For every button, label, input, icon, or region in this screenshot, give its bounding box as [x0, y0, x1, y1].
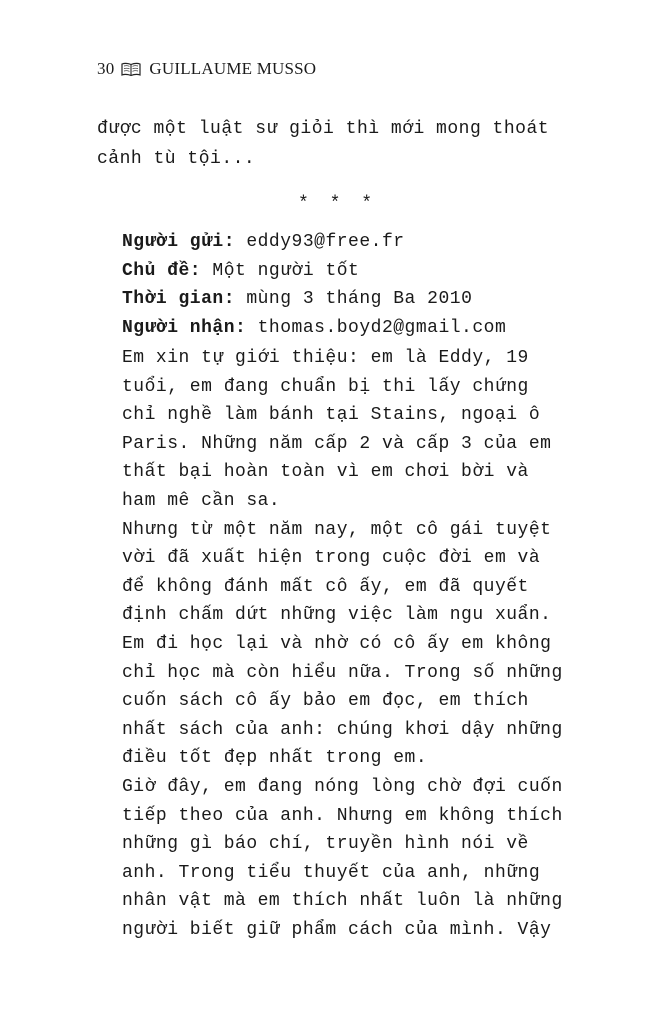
text-line: ham mê cần sa. — [122, 490, 281, 511]
section-separator: * * * — [298, 194, 378, 214]
text-line: Giờ đây, em đang nóng lòng chờ đợi cuốn — [122, 776, 563, 797]
email-date — [122, 285, 472, 314]
email-subject-value: Một người tốt — [201, 260, 360, 281]
email-to-value: thomas.boyd2@gmail.com — [246, 317, 507, 338]
text-line: điều tốt đẹp nhất trong em. — [122, 748, 428, 769]
email-date-label: Thời gian: — [122, 289, 236, 309]
author-name: GUILLAUME MUSSO — [149, 59, 317, 78]
running-head — [97, 59, 316, 79]
text-line: cuốn sách cô ấy bảo em đọc, em thích — [122, 691, 529, 712]
text-line: Nhưng từ một năm nay, một cô gái tuyệt — [122, 519, 552, 540]
text-line: thất bại hoàn toàn vì em chơi bời và — [122, 462, 529, 483]
text-line: anh. Trong tiểu thuyết của anh, những — [122, 862, 541, 883]
intro-paragraph — [97, 114, 549, 174]
email-to-label: Người nhận: — [122, 317, 247, 338]
email-from-value: eddy93@free.fr — [235, 232, 405, 252]
text-line: tuổi, em đang chuẩn bị thi lấy chứng — [122, 376, 529, 397]
text-line: Em xin tự giới thiệu: em là Eddy, 19 — [122, 348, 529, 368]
text-line: nhất sách của anh: chúng khơi dậy những — [122, 719, 563, 740]
text-line: người biết giữ phẩm cách của mình. Vậy — [122, 919, 552, 940]
email-from-label: Người gửi: — [122, 232, 236, 252]
text-line: để không đánh mất cô ấy, em đã quyết — [122, 576, 529, 597]
text-line: những gì báo chí, truyền hình nói về — [122, 834, 529, 855]
open-book-icon — [121, 62, 141, 77]
email-to — [122, 314, 506, 343]
email-from — [122, 228, 405, 257]
text-line: tiếp theo của anh. Nhưng em không thích — [122, 805, 563, 826]
text-line: vời đã xuất hiện trong cuộc đời em và — [122, 548, 541, 569]
text-line: nhân vật mà em thích nhất luôn là những — [122, 891, 563, 912]
email-subject-label: Chủ đề: — [122, 260, 202, 281]
page-number: 30 — [97, 59, 115, 78]
email-date-value: mùng 3 tháng Ba 2010 — [235, 289, 473, 309]
email-body — [122, 344, 563, 944]
text-line: Paris. Những năm cấp 2 và cấp 3 của em — [122, 433, 552, 454]
text-line: cảnh tù tội... — [97, 149, 256, 169]
text-line: được một luật sư giỏi thì mới mong thoát — [97, 119, 550, 139]
text-line: Em đi học lại và nhờ có cô ấy em không — [122, 633, 552, 654]
email-subject — [122, 257, 359, 286]
text-line: chỉ nghề làm bánh tại Stains, ngoại ô — [122, 405, 541, 426]
text-line: định chấm dứt những việc làm ngu xuẩn. — [122, 605, 552, 626]
text-line: chỉ học mà còn hiểu nữa. Trong số những — [122, 662, 563, 683]
